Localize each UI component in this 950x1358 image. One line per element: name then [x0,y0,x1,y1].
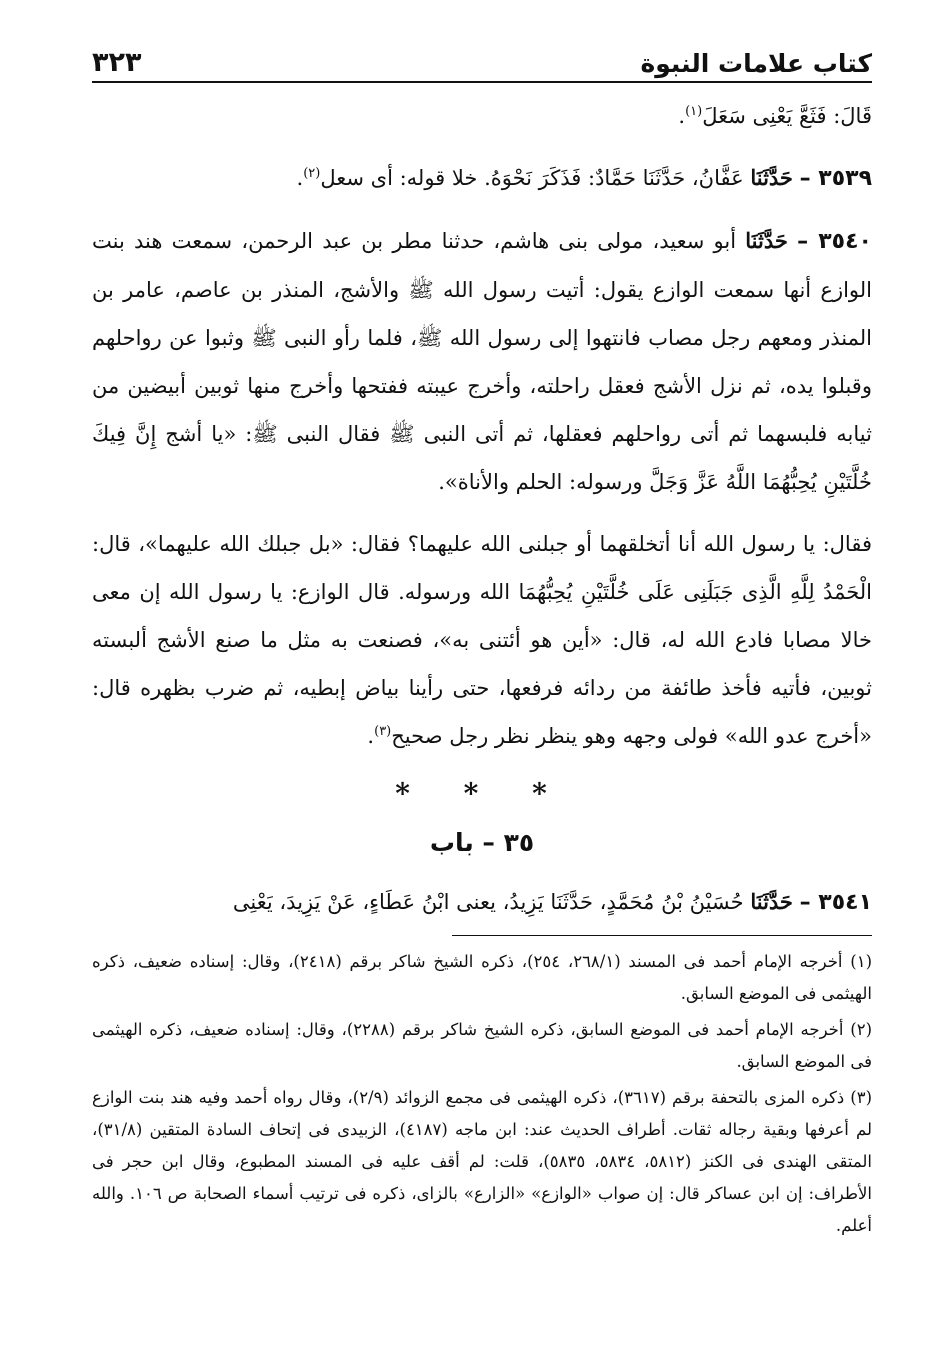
paragraph-continuation: قَالَ: فَثَعَّ يَعْنِى سَعَلَ$^{(١)}$. [678,104,872,128]
hadith-number: ٣٥٣٩ – [799,166,872,191]
footnotes [92,946,872,1246]
hadith-number: ٣٥٤١ – [799,890,872,915]
hadith-text: حُسَيْنُ بْنُ مُحَمَّدٍ، حَدَّثَنَا يَزِيدُ، يعنى ابْنُ عَطَاءٍ، عَنْ يَزِيدَ، يَعْنِى [232,890,744,914]
chapter-heading: ٣٥ – باب [429,828,535,857]
hadith-number: ٣٥٤٠ – [797,229,872,254]
footnote-2: (٢) أخرجه الإمام أحمد فى الموضع السابق، ذكره الشيخ شاكر برقم (٢٢٨٨)، وقال: إسناده ضعيف، ذكره الهيثمى فى الموضع السابق. [92,1020,872,1071]
footnote-rule [452,935,872,936]
narration-lead: حَدَّثَنَا [750,165,793,190]
footnote-1: (١) أخرجه الإمام أحمد فى المسند (٢٦٨/١، ٢٥٤)، ذكره الشيخ شاكر برقم (٢٤١٨)، وقال: إسناده ضعيف، ذكره الهيثمى فى الموضع السابق. [92,952,872,1003]
hadith-text: عَفَّانُ، حَدَّثَنَا حَمَّادٌ: فَذَكَرَ نَحْوَهُ. خلا قوله: أى سعل [320,166,744,190]
footnote-3: (٣) ذكره المزى بالتحفة برقم (٣٦١٧)، ذكره الهيثمى فى مجمع الزوائد (٢/٩)، وقال رواه أحمد وفيه هند بنت الوازع لم أعرفها وبقية رجاله ثقات. أطراف الحديث عند: ابن ماجه (٤١٨٧)، الزبيدى فى إتحاف السادة المتقين (٣١/٨)، المتقى الهندى فى الكنز (٥٨١٢، ٥٨٣٤، ٥٨٣٥)، قلت: لم أقف عليه فى المسند المطبوع، وقال ابن حجر فى الأطراف: إن ابن عساكر قال: إن صواب «الوازع» «الزارع» بالزاى، ذكره فى ترتيب أسماء الصحابة ص ١٠٦. والله أعلم. [92,1088,872,1235]
footnote-marker: (١) [685,104,703,119]
hadith-3539: ٣٥٣٩ – حَدَّثَنَا عَفَّانُ، حَدَّثَنَا حَمَّادٌ: فَذَكَرَ نَحْوَهُ. خلا قوله: أى سعل$^{(٢)}$. [296,165,872,191]
hadith-3540 [92,217,872,506]
page-header [92,28,872,78]
hadith-text: أبو سعيد، مولى بنى هاشم، حدثنا مطر بن عبد الرحمن، سمعت هند بنت الوازع أنها سمعت الوازع يقول: أتيت رسول الله ﷺ والأشج، المنذر بن عاصم، عامر بن المنذر ومعهم رجل مصاب فانتهوا إلى رسول الله ﷺ، فلما رأو النبى ﷺ وثبوا عن رواحلهم وقبلوا يده، ثم نزل الأشج فعقل راحلته، وأخرج عيبته ففتحها وأخرج منها ثوبين أبيضين من ثيابه فلبسهما ثم أتى رواحلهم فعقلها، ثم أتى النبى ﷺ فقال النبى ﷺ: «يا أشج إِنَّ فِيكَ خُلَّتَيْنِ يُحِبُّهُمَا اللَّهُ عَزَّ وَجَلَّ ورسوله: الحلم والأناة». [92,229,872,494]
hadith-3540-continued: فقال: يا رسول الله أنا أتخلقهما أو جبلنى الله عليهما؟ فقال: «بل جبلك الله عليهما»، قال: الْحَمْدُ لِلَّهِ الَّذِى جَبَلَنِى عَلَى خُلَّتَيْنِ يُحِبُّهُمَا الله ورسوله. قال الوازع: يا رسول الله إن معى خالا مصابا فادع الله له، قال: «أين هو أئتنى به»، فصنعت به مثل ما صنع الأشج ألبسته ثوبين، فأتيه فأخذ طائفة من ردائه فرفعها، حتى رأينا بياض إبطيه، ثم ضرب بظهره قال: «أخرج عدو الله» فولى وجهه وهو ينظر نظر رجل صحيح$^{(٣)}$. [92,532,872,748]
narration-lead: حَدَّثَنَا [745,228,788,253]
page-number: ٣٢٣ [92,47,142,78]
paragraph-text: قَالَ: فَثَعَّ يَعْنِى سَعَلَ [702,104,872,128]
footnote-marker: (٣) [374,724,392,739]
hadith-text: فقال: يا رسول الله أنا أتخلقهما أو جبلنى الله عليهما؟ فقال: «بل جبلك الله عليهما»، قال: الْحَمْدُ لِلَّهِ الَّذِى جَبَلَنِى عَلَى خُلَّتَيْنِ يُحِبُّهُمَا الله ورسوله. قال الوازع: يا رسول الله إن معى خالا مصابا فادع الله له، قال: «أين هو أئتنى به»، فصنعت به مثل ما صنع الأشج ألبسته ثوبين، فأتيه فأخذ طائفة من ردائه فرفعها، حتى رأينا بياض إبطيه، ثم ضرب بظهره قال: «أخرج عدو الله» فولى وجهه وهو ينظر نظر رجل صحيح [92,532,872,748]
hadith-3541 [92,878,872,927]
running-title: كتاب علامات النبوة [640,49,872,78]
main-text [92,92,872,927]
section-separator: * * * [395,777,569,810]
narration-lead: حَدَّثَنَا [750,889,793,914]
header-rule [92,81,872,83]
footnote-marker: (٢) [303,166,321,181]
